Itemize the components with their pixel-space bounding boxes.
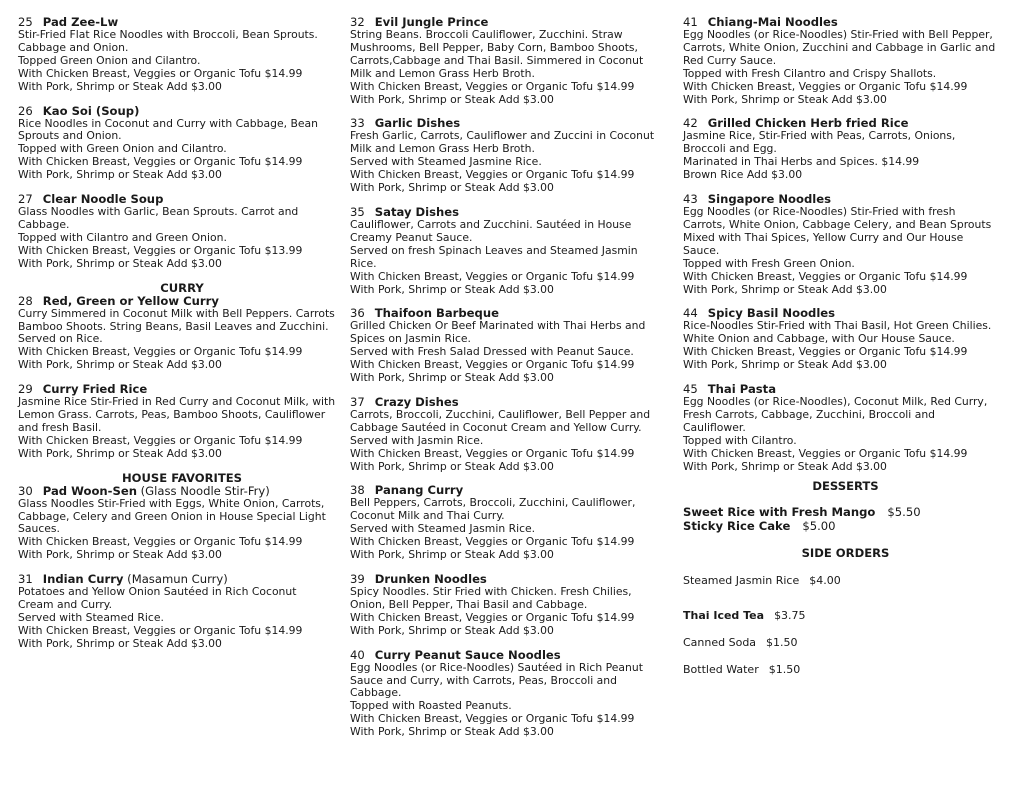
item-name: Garlic Dishes — [374, 116, 461, 131]
menu-item — [18, 105, 346, 183]
item-description-line: With Chicken Breast, Veggies or Organic Tofu $14.99 — [350, 535, 635, 549]
item-description-line: Served on Rice. — [18, 332, 103, 346]
item-description-line: With Chicken Breast, Veggies or Organic Tofu $14.99 — [18, 535, 303, 549]
item-description-line: White Onion and Cabbage, with Our House Sauce. — [683, 332, 955, 346]
item-description-line: Topped with Green Onion and Cilantro. — [18, 142, 227, 156]
item-description-line: Topped with Cilantro and Green Onion. — [18, 230, 227, 244]
dessert-item — [683, 520, 1008, 534]
item-description-line: With Chicken Breast, Veggies or Organic Tofu $14.99 — [350, 168, 635, 182]
dessert-item — [683, 506, 1008, 520]
item-number: 36 — [350, 306, 365, 321]
item-number: 43 — [683, 192, 698, 207]
item-description-line: Sprouts and Onion. — [18, 129, 122, 143]
item-number: 35 — [350, 204, 365, 219]
menu-item — [350, 396, 668, 474]
item-description-line: Cabbage and Onion. — [18, 40, 129, 54]
item-name: Singapore Noodles — [707, 192, 832, 207]
side-orders-heading: SIDE ORDERS — [801, 546, 890, 561]
item-description-line: Served with Fresh Salad Dressed with Peanut Sauce. — [350, 345, 634, 359]
item-description-line: With Chicken Breast, Veggies or Organic Tofu $14.99 — [18, 345, 303, 359]
item-name: Grilled Chicken Herb fried Rice — [707, 116, 909, 131]
item-description-line: Egg Noodles (or Rice-Noodles), Coconut Milk, Red Curry, — [683, 395, 988, 409]
item-description-line: Potatoes and Yellow Onion Sautéed in Rich Coconut — [18, 585, 297, 599]
menu-item — [18, 573, 346, 651]
item-description-line: Marinated in Thai Herbs and Spices. $14.99 — [683, 155, 920, 169]
menu-column-3 — [683, 16, 1008, 676]
item-name: Red, Green or Yellow Curry — [42, 293, 219, 308]
item-description-line: With Chicken Breast, Veggies or Organic Tofu $14.99 — [350, 446, 635, 460]
item-description-line: Coconut Milk and Thai Curry. — [350, 509, 505, 523]
item-description-line: With Pork, Shrimp or Steak Add $3.00 — [18, 548, 222, 562]
item-name: Satay Dishes — [374, 204, 460, 219]
item-description-line: Topped with Roasted Peanuts. — [350, 699, 512, 713]
item-name: Curry Fried Rice — [42, 382, 148, 397]
item-description-line: With Chicken Breast, Veggies or Organic Tofu $14.99 — [350, 79, 635, 93]
item-description-line: With Chicken Breast, Veggies or Organic Tofu $14.99 — [18, 66, 303, 80]
item-description-line: Served with Steamed Jasmine Rice. — [350, 155, 542, 169]
menu-item — [350, 307, 668, 385]
item-description-line: With Chicken Breast, Veggies or Organic Tofu $14.99 — [350, 610, 635, 624]
dessert-price: $5.50 — [887, 505, 921, 520]
item-number: 31 — [18, 572, 33, 587]
item-description-line: Rice Noodles in Coconut and Curry with Cabbage, Bean — [18, 116, 318, 130]
dessert-name: Sweet Rice with Fresh Mango — [683, 505, 876, 520]
side-order-name: Steamed Jasmin Rice — [683, 574, 800, 588]
item-description-line: With Pork, Shrimp or Steak Add $3.00 — [350, 282, 554, 296]
item-description-line: Topped with Cilantro. — [683, 433, 797, 447]
item-description-line: Glass Noodles with Garlic, Bean Sprouts. Carrot and — [18, 205, 299, 219]
side-orders-list — [683, 574, 1008, 676]
side-order-price: $3.75 — [774, 609, 806, 623]
item-description-line: Carrots, White Onion, Cabbage Celery, and Bean Sprouts — [683, 217, 992, 231]
item-number: 37 — [350, 394, 365, 409]
menu-item — [18, 383, 346, 461]
menu-item — [350, 117, 668, 195]
menu-item — [18, 16, 346, 94]
item-description-line: With Pork, Shrimp or Steak Add $3.00 — [18, 168, 222, 182]
item-number: 27 — [18, 192, 33, 207]
item-description-line: and fresh Basil. — [18, 420, 102, 434]
menu-item — [18, 193, 346, 271]
item-description-line: With Chicken Breast, Veggies or Organic Tofu $13.99 — [18, 243, 303, 257]
menu-item — [683, 16, 1008, 106]
item-description-line: Served with Steamed Rice. — [18, 611, 164, 624]
item-description-line: With Pork, Shrimp or Steak Add $3.00 — [350, 548, 554, 562]
item-description-line: Cabbage. — [18, 217, 70, 231]
item-description-line: Sauce. — [683, 243, 720, 257]
item-description-line: Fresh Carrots, Cabbage, Zucchini, Broccoli and — [683, 407, 936, 421]
item-description-line: Jasmine Rice Stir-Fried in Red Curry and Coconut Milk, with — [18, 395, 336, 409]
item-description-line: Onion, Bell Pepper, Thai Basil and Cabbage. — [350, 597, 588, 611]
item-description-line: With Chicken Breast, Veggies or Organic Tofu $14.99 — [683, 345, 968, 359]
item-description-line: With Chicken Breast, Veggies or Organic Tofu $14.99 — [350, 712, 635, 726]
item-description-line: With Pork, Shrimp or Steak Add $3.00 — [683, 358, 887, 372]
item-description-line: Topped with Fresh Green Onion. — [683, 256, 855, 270]
item-description-line: Glass Noodles Stir-Fried with Eggs, White Onion, Carrots, — [18, 496, 325, 510]
item-title — [350, 649, 668, 662]
item-description-line: With Pork, Shrimp or Steak Add $3.00 — [683, 459, 887, 473]
item-number: 44 — [683, 306, 698, 321]
item-number: 30 — [18, 483, 33, 498]
item-description-line: With Pork, Shrimp or Steak Add $3.00 — [350, 725, 554, 739]
item-description-line: With Chicken Breast, Veggies or Organic Tofu $14.99 — [350, 358, 635, 372]
menu-item — [683, 307, 1008, 372]
item-description-line: Mixed with Thai Spices, Yellow Curry and Our House — [683, 230, 964, 244]
menu-item — [18, 282, 346, 373]
item-name: Chiang-Mai Noodles — [707, 15, 838, 29]
item-description-line: Curry Simmered in Coconut Milk with Bell Peppers. Carrots — [18, 306, 335, 320]
item-name: Kao Soi (Soup) — [42, 103, 140, 118]
item-description-line: String Beans. Broccoli Cauliflower, Zucchini. Straw — [350, 28, 623, 41]
item-description-line: With Chicken Breast, Veggies or Organic Tofu $14.99 — [350, 269, 635, 283]
item-description-line: With Chicken Breast, Veggies or Organic Tofu $14.99 — [683, 269, 968, 283]
item-description-line: Cream and Curry. — [18, 598, 113, 612]
item-description-line: Rice-Noodles Stir-Fried with Thai Basil, Hot Green Chilies. — [683, 319, 992, 333]
item-description-line: With Pork, Shrimp or Steak Add $3.00 — [350, 181, 554, 195]
item-description-line: With Pork, Shrimp or Steak Add $3.00 — [18, 358, 222, 372]
item-description-line: Broccoli and Egg. — [683, 142, 777, 156]
item-name: Indian Curry — [42, 572, 124, 587]
item-name: Evil Jungle Prince — [374, 15, 489, 29]
section-heading: CURRY — [160, 280, 204, 295]
item-name: Spicy Basil Noodles — [707, 306, 836, 321]
item-name: Curry Peanut Sauce Noodles — [374, 647, 561, 662]
item-name: Panang Curry — [374, 483, 464, 498]
item-description-line: With Chicken Breast, Veggies or Organic Tofu $14.99 — [18, 433, 303, 447]
item-description-line: Topped Green Onion and Cilantro. — [18, 53, 201, 67]
item-title — [18, 295, 346, 308]
side-order-price: $1.50 — [768, 663, 801, 677]
item-description-line: Stir-Fried Flat Rice Noodles with Broccoli, Bean Sprouts. — [18, 28, 318, 41]
item-description-line: Spicy Noodles. Stir Fried with Chicken. Fresh Chilies, — [350, 585, 632, 598]
side-order-item — [683, 636, 1008, 649]
menu-item — [350, 206, 668, 296]
item-description-line: Cabbage, Celery and Green Onion in House Special Light — [18, 509, 326, 523]
item-description-line: With Chicken Breast, Veggies or Organic Tofu $14.99 — [683, 79, 968, 93]
side-order-item — [683, 609, 1008, 622]
item-description-line: Sauces. — [18, 522, 60, 536]
item-description-line: Mushrooms, Bell Pepper, Baby Corn, Bamboo Shoots, — [350, 40, 638, 54]
item-description-line: Spices on Jasmin Rice. — [350, 332, 471, 346]
desserts-heading: DESSERTS — [812, 479, 879, 494]
item-description-line: Red Curry Sauce. — [683, 53, 777, 67]
item-name: Crazy Dishes — [374, 394, 459, 409]
item-description-line: Milk and Lemon Grass Herb Broth. — [350, 142, 535, 156]
side-order-item — [683, 574, 1008, 587]
item-name: Pad Zee-Lw — [42, 15, 119, 29]
item-number: 33 — [350, 116, 365, 131]
menu-item — [18, 472, 346, 563]
item-title — [18, 105, 346, 118]
item-description-line: Egg Noodles (or Rice-Noodles) Stir-Fried with fresh — [683, 205, 956, 219]
item-description-line: With Pork, Shrimp or Steak Add $3.00 — [18, 79, 222, 93]
item-subtitle: (Glass Noodle Stir-Fry) — [136, 483, 270, 498]
item-number: 39 — [350, 572, 365, 586]
item-description-line: Rice. — [350, 256, 377, 270]
item-number: 38 — [350, 483, 365, 498]
item-name: Clear Noodle Soup — [42, 192, 164, 207]
item-description-line: With Pork, Shrimp or Steak Add $3.00 — [683, 92, 887, 106]
item-description-line: With Pork, Shrimp or Steak Add $3.00 — [18, 446, 222, 460]
item-number: 29 — [18, 382, 33, 397]
item-name: Thaifoon Barbeque — [374, 306, 499, 321]
item-description-line: Served with Jasmin Rice. — [350, 433, 484, 447]
item-description-line: With Chicken Breast, Veggies or Organic Tofu $14.99 — [18, 155, 303, 169]
menu-item — [683, 383, 1008, 473]
side-order-item — [683, 663, 1008, 676]
side-order-price: $1.50 — [766, 636, 798, 650]
item-description-line: Milk and Lemon Grass Herb Broth. — [350, 66, 535, 80]
item-description-line: With Pork, Shrimp or Steak Add $3.00 — [18, 256, 222, 270]
item-description-line: Carrots,Cabbage and Thai Basil. Simmered in Coconut — [350, 53, 644, 67]
item-description-line: Fresh Garlic, Carrots, Cauliflower and Zuccini in Coconut — [350, 129, 655, 143]
item-name: Drunken Noodles — [374, 572, 487, 586]
item-description-line: Egg Noodles (or Rice-Noodles) Stir-Fried with Bell Pepper, — [683, 28, 993, 41]
item-description-line: With Pork, Shrimp or Steak Add $3.00 — [18, 636, 222, 650]
side-order-name: Canned Soda — [683, 636, 757, 650]
item-subtitle: (Masamun Curry) — [123, 572, 228, 587]
item-number: 28 — [18, 293, 33, 308]
dessert-name: Sticky Rice Cake — [683, 518, 791, 533]
item-description-line: Jasmine Rice, Stir-Fried with Peas, Carrots, Onions, — [683, 129, 956, 143]
item-description-line: Bamboo Shoots. String Beans, Basil Leaves and Zucchini. — [18, 319, 329, 333]
item-description-line: Cauliflower. — [683, 420, 746, 434]
menu-item — [350, 573, 668, 638]
menu-item — [350, 484, 668, 562]
item-description-line: Bell Peppers, Carrots, Broccoli, Zucchini, Cauliflower, — [350, 496, 636, 510]
item-description-line: Cabbage. — [350, 686, 402, 700]
item-description-line: With Chicken Breast, Veggies or Organic Tofu $14.99 — [18, 623, 303, 637]
item-number: 41 — [683, 15, 698, 29]
item-description-line: Egg Noodles (or Rice-Noodles) Sautéed in Rich Peanut — [350, 660, 643, 674]
item-description-line: Carrots, White Onion, Zucchini and Cabbage in Garlic and — [683, 40, 996, 54]
menu-column-1 — [18, 16, 346, 662]
item-description-line: With Pork, Shrimp or Steak Add $3.00 — [350, 371, 554, 385]
item-description-line: With Pork, Shrimp or Steak Add $3.00 — [350, 623, 554, 637]
item-description-line: Brown Rice Add $3.00 — [683, 168, 803, 182]
item-number: 45 — [683, 382, 698, 397]
menu-column-2 — [350, 16, 668, 750]
item-number: 40 — [350, 647, 365, 662]
item-description-line: Sauce and Curry, with Carrots, Peas, Broccoli and — [350, 673, 617, 687]
side-order-price: $4.00 — [809, 574, 841, 588]
menu-item — [683, 193, 1008, 296]
item-description-line: With Pork, Shrimp or Steak Add $3.00 — [350, 459, 554, 473]
item-description-line: Served with Steamed Jasmin Rice. — [350, 522, 536, 536]
item-description-line: Served on fresh Spinach Leaves and Steamed Jasmin — [350, 243, 638, 257]
item-description-line: Cabbage Sautéed in Coconut Cream and Yellow Curry. — [350, 420, 642, 434]
item-number: 25 — [18, 15, 33, 29]
item-number: 42 — [683, 116, 698, 131]
item-description-line: Creamy Peanut Sauce. — [350, 230, 473, 244]
item-description-line: With Pork, Shrimp or Steak Add $3.00 — [683, 282, 887, 296]
item-description-line: Cauliflower, Carrots and Zucchini. Sautéed in House — [350, 217, 632, 231]
item-description-line: Carrots, Broccoli, Zucchini, Cauliflower, Bell Pepper and — [350, 407, 651, 421]
menu-item — [350, 16, 668, 106]
item-description-line: Lemon Grass. Carrots, Peas, Bamboo Shoots, Cauliflower — [18, 408, 326, 422]
item-description-line: With Chicken Breast, Veggies or Organic Tofu $14.99 — [683, 446, 968, 460]
item-name: Thai Pasta — [707, 382, 777, 397]
item-title — [350, 396, 668, 409]
menu-item — [350, 649, 668, 739]
extras-section — [683, 480, 1008, 676]
item-title — [18, 485, 346, 498]
side-order-name: Thai Iced Tea — [683, 609, 765, 623]
menu-item — [683, 117, 1008, 182]
desserts-list — [683, 506, 1008, 533]
side-order-name: Bottled Water — [683, 663, 759, 677]
item-description-line: Grilled Chicken Or Beef Marinated with Thai Herbs and — [350, 319, 646, 333]
item-number: 26 — [18, 103, 33, 118]
item-name: Pad Woon-Sen — [42, 483, 137, 498]
dessert-price: $5.00 — [802, 518, 836, 533]
item-description-line: With Pork, Shrimp or Steak Add $3.00 — [350, 92, 554, 106]
item-description-line: Topped with Fresh Cilantro and Crispy Shallots. — [683, 66, 937, 80]
section-heading: HOUSE FAVORITES — [121, 470, 243, 485]
item-number: 32 — [350, 15, 365, 29]
